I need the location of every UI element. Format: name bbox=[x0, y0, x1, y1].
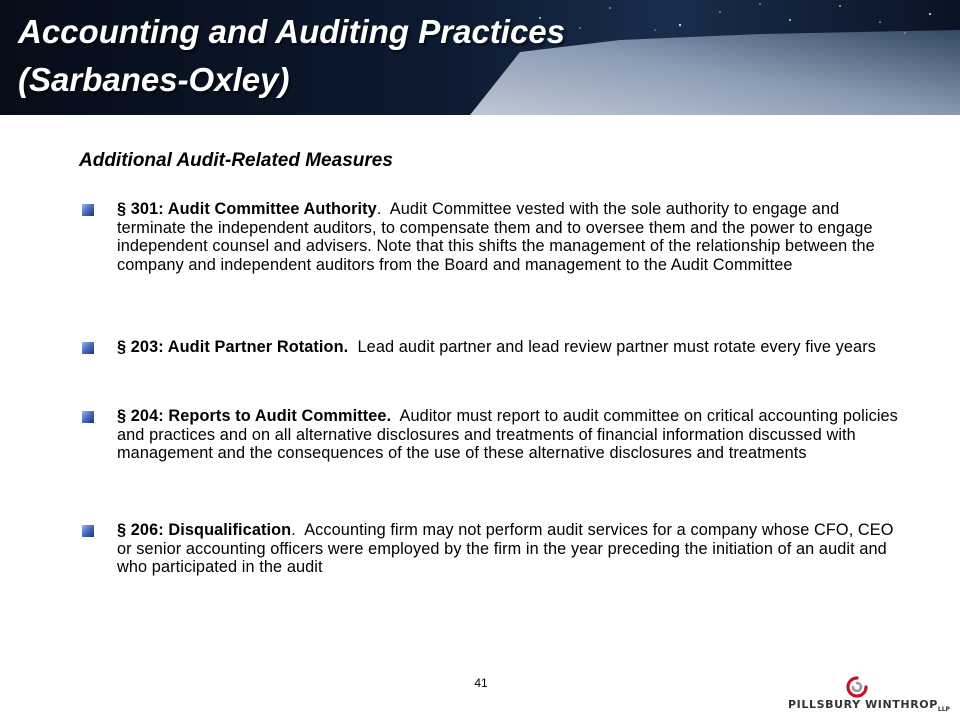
bullet-separator: . bbox=[376, 200, 390, 218]
bullet-heading: § 206: Disqualification bbox=[117, 521, 292, 539]
bullet-text bbox=[117, 521, 900, 577]
square-bullet-icon bbox=[82, 525, 94, 537]
square-bullet-icon bbox=[82, 342, 94, 354]
bullet-separator bbox=[391, 407, 399, 425]
bullet-separator: . bbox=[291, 521, 305, 539]
page-number: 41 bbox=[474, 676, 488, 690]
header-banner bbox=[0, 0, 960, 115]
title-line-1: Accounting and Auditing Practices bbox=[18, 13, 565, 50]
bullet-item-206 bbox=[80, 521, 900, 577]
bullet-body: Audit Committee vested with the sole authority to engage and terminate the independent auditors, to compensate them and to oversee them and the power to engage independent counsel and advisers. Note that this shifts the management of the relationship between the company and independent auditors from the Board and management to the Audit Committee bbox=[117, 200, 875, 274]
bullet-text bbox=[117, 200, 900, 274]
bullet-text bbox=[117, 338, 900, 357]
section-subtitle: Additional Audit-Related Measures bbox=[79, 150, 393, 171]
bullet-item-204 bbox=[80, 407, 900, 463]
bullet-heading: § 301: Audit Committee Authority bbox=[117, 200, 377, 218]
bullet-item-203 bbox=[80, 338, 900, 357]
bullet-body: Auditor must report to audit committee on critical accounting policies and practices and on all alternative disclosures and treatments of financial information discussed with management and the consequences of the use of these alternative disclosures and treatments bbox=[117, 407, 898, 463]
firm-logo bbox=[788, 676, 948, 716]
title-line-2: (Sarbanes-Oxley) bbox=[18, 61, 290, 98]
bullet-heading: § 203: Audit Partner Rotation. bbox=[117, 338, 349, 356]
bullet-text bbox=[117, 407, 900, 463]
logo-name: PILLSBURY WINTHROP bbox=[788, 698, 938, 711]
logo-suffix: LLP bbox=[937, 706, 950, 714]
bullet-heading: § 204: Reports to Audit Committee. bbox=[117, 407, 392, 425]
square-bullet-icon bbox=[82, 411, 94, 423]
logo-wordmark bbox=[788, 698, 950, 713]
bullet-separator bbox=[348, 338, 357, 356]
logo-swirl-icon bbox=[844, 676, 870, 698]
slide-title bbox=[18, 8, 565, 104]
bullet-body: Lead audit partner and lead review partner must rotate every five years bbox=[357, 338, 876, 356]
bullet-body: Accounting firm may not perform audit services for a company whose CFO, CEO or senior accounting officers were employed by the firm in the year preceding the initiation of an audit and who participated in the audit bbox=[117, 521, 894, 577]
square-bullet-icon bbox=[82, 204, 94, 216]
bullet-item-301 bbox=[80, 200, 900, 274]
